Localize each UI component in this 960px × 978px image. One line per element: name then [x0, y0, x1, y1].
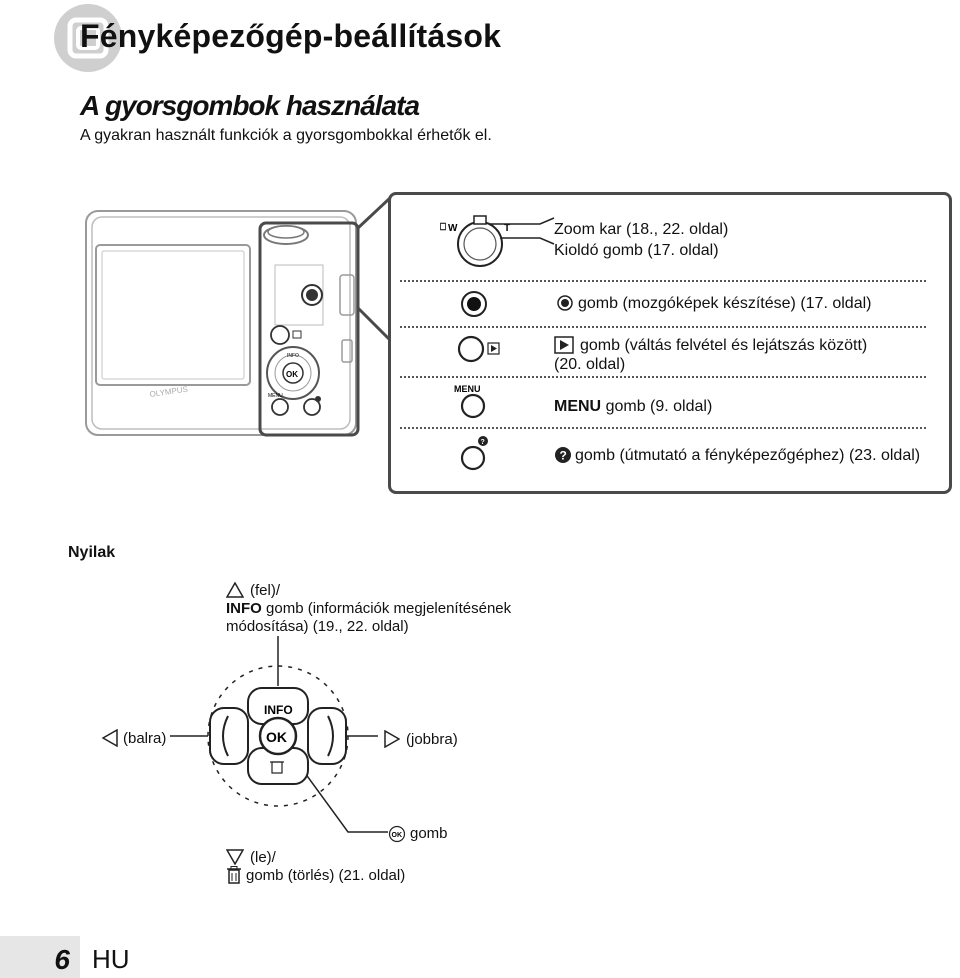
page-language: HU — [92, 944, 130, 974]
pad-info-label: INFO — [264, 703, 293, 717]
info-word: INFO — [226, 600, 262, 617]
svg-text:?: ? — [480, 439, 485, 446]
divider — [400, 376, 926, 378]
page-number-tab — [0, 936, 80, 978]
ok-label: gomb — [410, 825, 448, 842]
menu-button-icon — [452, 382, 496, 420]
menu-word: MENU — [554, 398, 602, 415]
pad-ok-label: OK — [266, 729, 287, 745]
callout-help: gomb (útmutató a fényképezőgéphez) (23. oldal) — [575, 447, 921, 464]
svg-text:INFO: INFO — [287, 353, 299, 359]
up-info-line — [226, 599, 511, 618]
callout-playback-line2: (20. oldal) — [554, 356, 626, 373]
svg-text:OK: OK — [391, 832, 402, 839]
camera-brand: OLYMPUS — [149, 384, 189, 399]
movie-button-icon — [460, 290, 488, 318]
trash-icon — [226, 866, 242, 884]
up-arrow-icon — [226, 582, 244, 598]
callout-menu — [554, 397, 712, 417]
divider — [400, 427, 926, 429]
ok-symbol-icon — [388, 825, 406, 843]
zoom-t-label: T — [504, 223, 511, 234]
svg-text:?: ? — [559, 448, 567, 463]
divider — [400, 326, 926, 328]
arrows-heading: Nyilak — [68, 544, 116, 561]
page-number: 6 — [54, 944, 70, 975]
zoom-lever-icon — [430, 208, 560, 272]
up-info-pages: módosítása) (19., 22. oldal) — [226, 618, 409, 635]
playback-button-icon — [456, 334, 502, 364]
callout-zoom: Zoom kar (18., 22. oldal) — [554, 221, 729, 238]
menu-label: MENU — [454, 384, 481, 394]
zoom-w-label: W — [448, 223, 458, 234]
down-label: (le)/ — [250, 849, 276, 866]
callout-shutter: Kioldó gomb (17. oldal) — [554, 242, 719, 259]
page-title: Fényképezőgép-beállítások — [80, 18, 502, 54]
down-arrow-icon — [226, 849, 244, 865]
right-label: (jobbra) — [406, 731, 458, 748]
svg-text:⎕: ⎕ — [440, 222, 446, 233]
help-button-icon — [458, 434, 492, 472]
left-arrow-icon — [102, 729, 118, 747]
help-symbol-icon — [554, 446, 572, 464]
section-subtitle: A gyakran használt funkciók a gyorsgombokkal érhetők el. — [80, 127, 492, 144]
camera-back-illustration — [80, 205, 370, 440]
section-title: A gyorsgombok használata — [80, 90, 420, 121]
up-label: (fel)/ — [250, 582, 280, 599]
up-info-rest: gomb (információk megjelenítésének — [266, 600, 512, 617]
down-trash-label: gomb (törlés) (21. oldal) — [246, 867, 406, 884]
callout-playback-line1: gomb (váltás felvétel és lejátszás között) — [580, 337, 868, 354]
movie-symbol-icon — [556, 294, 574, 312]
arrow-pad-diagram — [170, 636, 470, 846]
svg-text:MENU: MENU — [268, 393, 283, 399]
divider — [400, 280, 926, 282]
playback-symbol-icon — [554, 336, 574, 354]
left-label: (balra) — [123, 730, 167, 747]
svg-text:OK: OK — [286, 370, 298, 379]
callout-movie: gomb (mozgóképek készítése) (17. oldal) — [578, 295, 872, 312]
menu-rest: gomb (9. oldal) — [605, 398, 713, 415]
